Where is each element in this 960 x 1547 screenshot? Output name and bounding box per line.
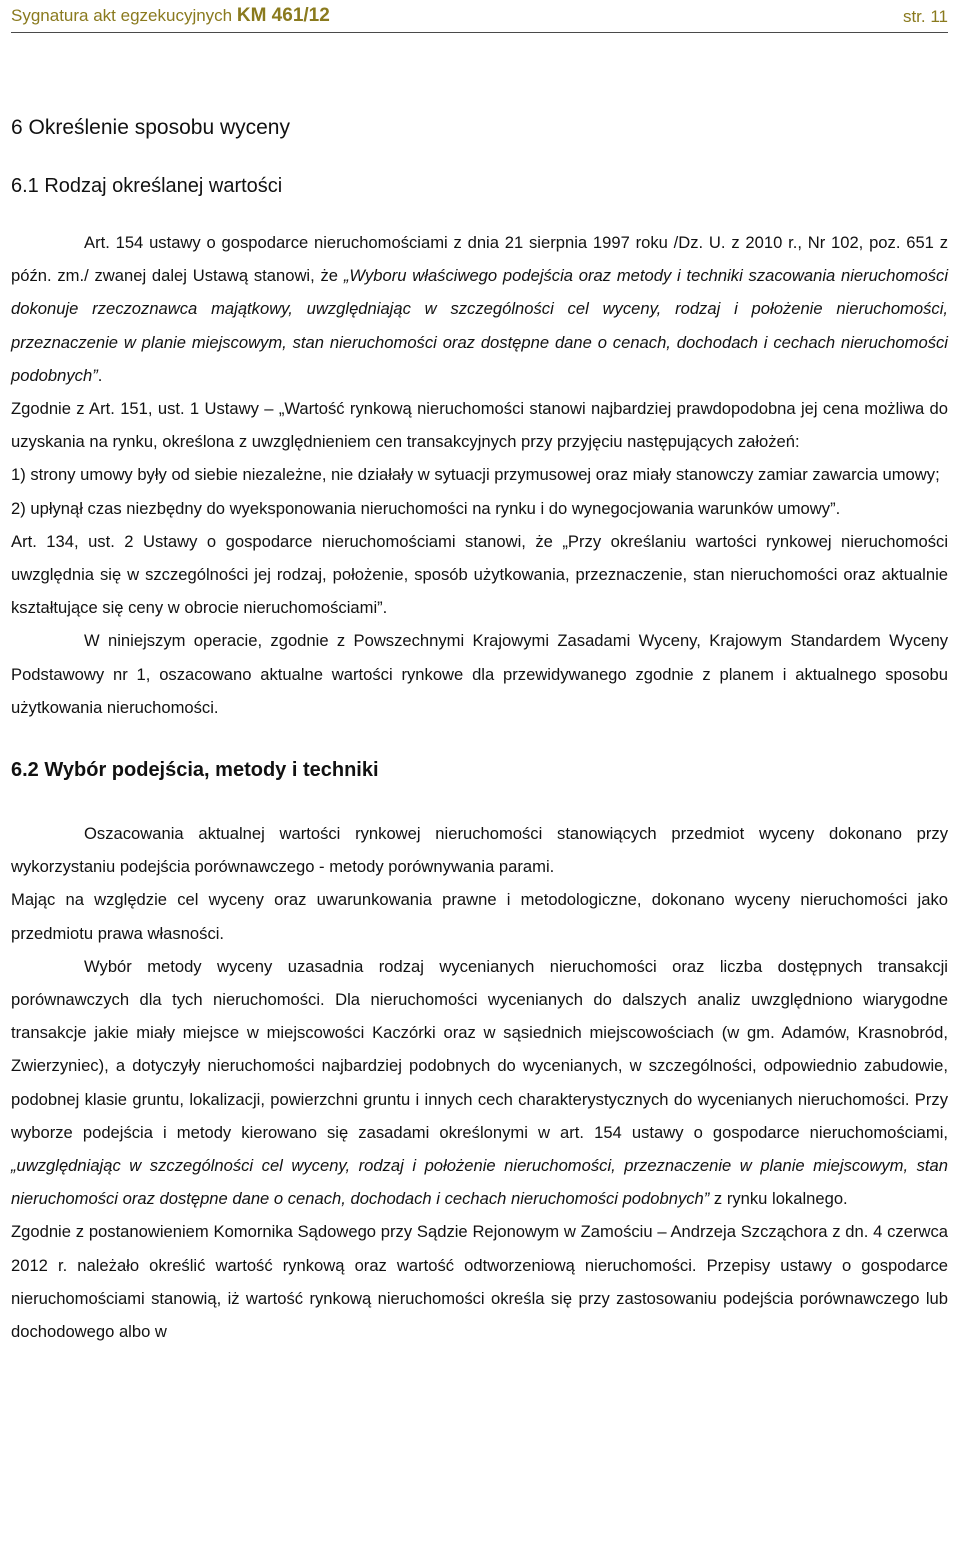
art-154-intro: Art. 154 ustawy o gospodarce nieruchomościami z dnia 21 sierpnia 1997 roku /Dz. U. z 2010 r., Nr 102, poz. 651 z późn. zm./ zwanej dalej Ustawą stanowi, że	[11, 233, 948, 286]
page-number: str. 11	[902, 7, 948, 26]
paragraph-condition-2: 2) upłynął czas niezbędny do wyeksponowania nieruchomości na rynku i do wynegocjowania warunków umowy”.	[11, 498, 841, 518]
case-signature-label: Sygnatura akt egzekucyjnych	[11, 6, 233, 25]
subsection-name: Wybór podejścia, metody i techniki	[44, 759, 379, 782]
case-signature-number: KM 461/12	[236, 5, 330, 26]
subsection-number: 6.2	[11, 759, 39, 782]
subsection-title-6-1: 6.1 Rodzaj określanej wartości	[11, 175, 283, 197]
paragraph-art-134: Art. 134, ust. 2 Ustawy o gospodarce nieruchomościami stanowi, że „Przy określaniu wartości rynkowej nieruchomości uwzględnia się w szczególności jej rodzaj, położenie, sposób użytkowania, przeznaczenie, stan nieruchomości oraz aktualnie kształtujące się ceny w obrocie nieruchomościami”.	[11, 531, 948, 618]
paragraph-method-choice	[11, 950, 948, 1216]
art-154-quote: „Wyboru właściwego podejścia oraz metody i techniki szacowania nieruchomości dokonuje rzeczoznawca majątkowy, uwzględniając w szczególności cel wyceny, rodzaj i położenie nieruchomości, przeznaczenie w planie miejscowym, stan nieruchomości oraz dostępne dane o cenach, dochodach i cechach nieruchomości podobnych”	[11, 266, 949, 385]
section-title: 6 Określenie sposobu wyceny	[11, 116, 290, 139]
art-154-end: .	[97, 365, 103, 385]
paragraph-bailiff-order: Zgodnie z postanowieniem Komornika Sądowego przy Sądzie Rejonowym w Zamościu – Andrzeja Szcząchora z dn. 4 czerwca 2012 r. należało określić wartość rynkową oraz wartość odtworzeniową nieruchomości. Przepisy ustawy o gospodarce nieruchomościami stanowią, iż wartość rynkową nieruchomości określa się przy zastosowaniu podejścia porównawczego lub dochodowego albo w	[11, 1222, 948, 1342]
paragraph-art-151: Zgodnie z Art. 151, ust. 1 Ustawy – „Wartość rynkową nieruchomości stanowi najbardziej prawdopodobna jej cena możliwa do uzyskania na rynku, określona z uwzględnieniem cen transakcyjnych przy przyjęciu następujących założeń:	[11, 399, 948, 452]
page-header	[11, 0, 948, 33]
paragraph-standards: W niniejszym operacie, zgodnie z Powszechnymi Krajowymi Zasadami Wyceny, Krajowym Standardem Wyceny Podstawowy nr 1, oszacowano aktualne wartości rynkowe dla przewidywanego zgodnie z planem i aktualnego sposobu użytkowania nieruchomości.	[11, 631, 948, 717]
method-choice-text: Wybór metody wyceny uzasadnia rodzaj wycenianych nieruchomości oraz liczba dostępnych transakcji porównawczych dla tych nieruchomości. Dla nieruchomości wycenianych do dalszych analiz uwzględniono wiarygodne transakcje jakie miały miejsce w miejscowości Kaczórki oraz w sąsiednich miejscowościach (w gm. Adamów, Krasnobród, Zwierzyniec), a dotyczyły nieruchomości najbardziej podobnych do wycenianych, w szczególności, odpowiednio zabudowie, podobnej klasie gruntu, lokalizacji, powierzchni gruntu i innych cech charakterystycznych do wycenianych nieruchomości. Przy wyborze podejścia i metody kierowano się zasadami określonymi w art. 154 ustawy o gospodarce nieruchomościami,	[11, 956, 948, 1142]
paragraph-purpose: Mając na względzie cel wyceny oraz uwarunkowania prawne i metodologiczne, dokonano wyceny nieruchomości jako przedmiotu prawa własności.	[11, 890, 948, 943]
method-choice-end: z rynku lokalnego.	[709, 1189, 848, 1209]
paragraph-art-154	[11, 226, 948, 392]
method-choice-quote: „uwzględniając w szczególności cel wyceny, rodzaj i położenie nieruchomości, przeznaczenie w planie miejscowym, stan nieruchomości oraz dostępne dane o cenach, dochodach i cechach nieruchomości podobnych”	[11, 1156, 948, 1209]
paragraph-approach: Oszacowania aktualnej wartości rynkowej nieruchomości stanowiących przedmiot wyceny dokonano przy wykorzystaniu podejścia porównawczego - metody porównywania parami.	[11, 824, 948, 877]
case-signature	[11, 5, 330, 27]
subsection-title-6-2	[11, 760, 948, 780]
paragraph-condition-1: 1) strony umowy były od siebie niezależne, nie działały w sytuacji przymusowej oraz miały stanowczy zamiar zawarcia umowy;	[11, 465, 940, 485]
